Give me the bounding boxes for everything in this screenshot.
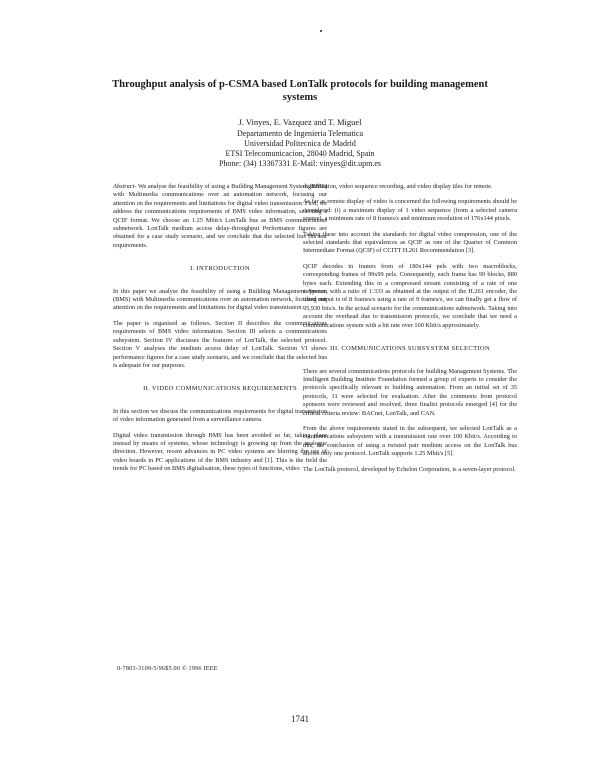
page-number: 1741 <box>291 714 309 724</box>
paper-title: Throughput analysis of p-CSMA based LonTalk protocols for building management systems <box>112 79 488 103</box>
right-paragraph-5: From the above requirements stated in the subsequent, we selected LonTalk as a communications subsystem with a transmission rate over 100 Kbit/s. According to this, the conclusion of using a twisted pair medium access on the LonTalk bus allows only one protocol. LonTalk supports 1.25 Mbit/s [5]. <box>303 424 517 458</box>
left-column <box>113 183 327 481</box>
right-paragraph-3: QCIF decodes in frames from of 180x144 pels with two macroblocks, corresponding frames of 99x99 pels. Consequently, each frame has 99 blocks, 880 bytes each. Extending this in a compressed stream consisting of a rate of one sequence, with a ratio of 1:333 as obtained at the output of the H.261 encoder, the tilted output is of 8 frames/s using a rate of 9 frames/s, we can finally get a flow of 95,930 bits/s. In the actual scenario for the communications subnetwork. Taking into account the overhead due to transmission protocols, we conclude that we need a communications system with a bit rate over 100 Kbit/s approximately. <box>303 262 517 329</box>
right-paragraph-0: digitalisation, video sequence recording, and video display tiles for remote. <box>303 183 493 190</box>
right-paragraph-1: As far as remote display of video is concerned the following requirements should be considered: (i) a maximum display of 1 video sequence (from a selected camera source), a minimum rate of 8 frames/s and minimum resolution of 176x144 pixels. <box>303 198 517 223</box>
right-paragraph-2: Taking these into account the standards for digital video compression, one of the selected standards that equivalences as QCIF as one of the Quarter of Common Intermediate Format (QCIF) of CCITT H.261 Recommendation [3]. <box>303 230 517 255</box>
section-heading-video-requirements: II. VIDEO COMMUNICATIONS REQUIREMENTS <box>143 385 297 393</box>
author-block <box>150 117 450 169</box>
abstract-text: - We analyse the feasibility of using a Building Management System (BMS) with Multimedia communications over an automation network, focusing our attention on the requirements and limitations for digital video transmission. First, we address the communications requirements of BMS video information, selecting a QCIF format. We choose an 1.25 Mbit/s LonTalk bus as BMS communications subnetwork. LonTalk medium access delay-throughput Performance figures are obtained for a case study scenario, and we conclude that the selected bus fits our requirements. <box>113 183 327 249</box>
right-paragraph-6: The LonTalk protocol, developed by Echelon Corporation, is a seven-layer protocol. <box>303 465 516 473</box>
video-paragraph-1: In this section we discuss the communications requirements for digital transmission of video information generated from a surveillance camera. <box>113 407 327 424</box>
author-names: J. Vinyes, E. Vazquez and T. Miguel <box>238 117 362 127</box>
intro-paragraph-2: The paper is organised as follows. Section II describes the communications requirements of BMS video information. Section III selects a communications subsystem. Section IV discusses the features of LonTalk, the selected protocol. Section V analyses the medium access delay of LonTalk. Section VI shows performance figures for a case study scenario, and we conclude that the selected bus is adequate for our purposes. <box>113 319 327 369</box>
right-paragraph-4: There are several communications protocols for building Management Systems. The Intelligent Building Institute Foundation formed a group of experts to consider the protocols specifically relevant to building automation. From an initial set of 35 protocols, 11 were selected for evaluation. After the comments from protocol sponsors were reviewed and resolved, three finalist protocols emerged [4] for the critical criteria review: BACnet, LonTalk, and CAN. <box>303 367 517 417</box>
affiliation-line-1: Departamento de Ingenieria Telematica <box>236 129 364 138</box>
abstract-label: Abstract <box>113 183 135 190</box>
copyright-footer: 0-7803-3109-5/96$5.00 © 1996 IEEE <box>117 665 218 672</box>
intro-paragraph-1: In this paper we analyse the feasibility of using a Building Management System (BMS) with Multimedia communications over an automation network, focusing our attention on the requirements and limitations for digital video transmission. <box>113 287 327 312</box>
video-paragraph-2: Digital video transmission through BMS has been avoided so far, taking place instead by means of systems, whose technology is growing up from the analogue direction. However, recent advances in PC video systems are blurring the use of video boards in PC applications of the BMS industry and [1]. This is the field the trends for PC based on BMS digitalisation, these types of functions, video <box>113 431 327 473</box>
affiliation-line-3: ETSI Telecomunicacion, 28040 Madrid, Spain <box>225 149 375 158</box>
section-heading-subsystem-selection: III. COMMUNICATIONS SUBSYSTEM SELECTION <box>329 345 491 353</box>
affiliation-line-4: Phone: (34) 13367331 E-Mail: vinyes@dit.upm.es <box>218 159 382 168</box>
scan-speck <box>320 30 322 32</box>
abstract <box>113 183 327 250</box>
affiliation-line-2: Universidad Politecnica de Madrid <box>244 139 356 148</box>
section-heading-introduction: I. INTRODUCTION <box>190 265 250 273</box>
right-column <box>303 183 517 481</box>
